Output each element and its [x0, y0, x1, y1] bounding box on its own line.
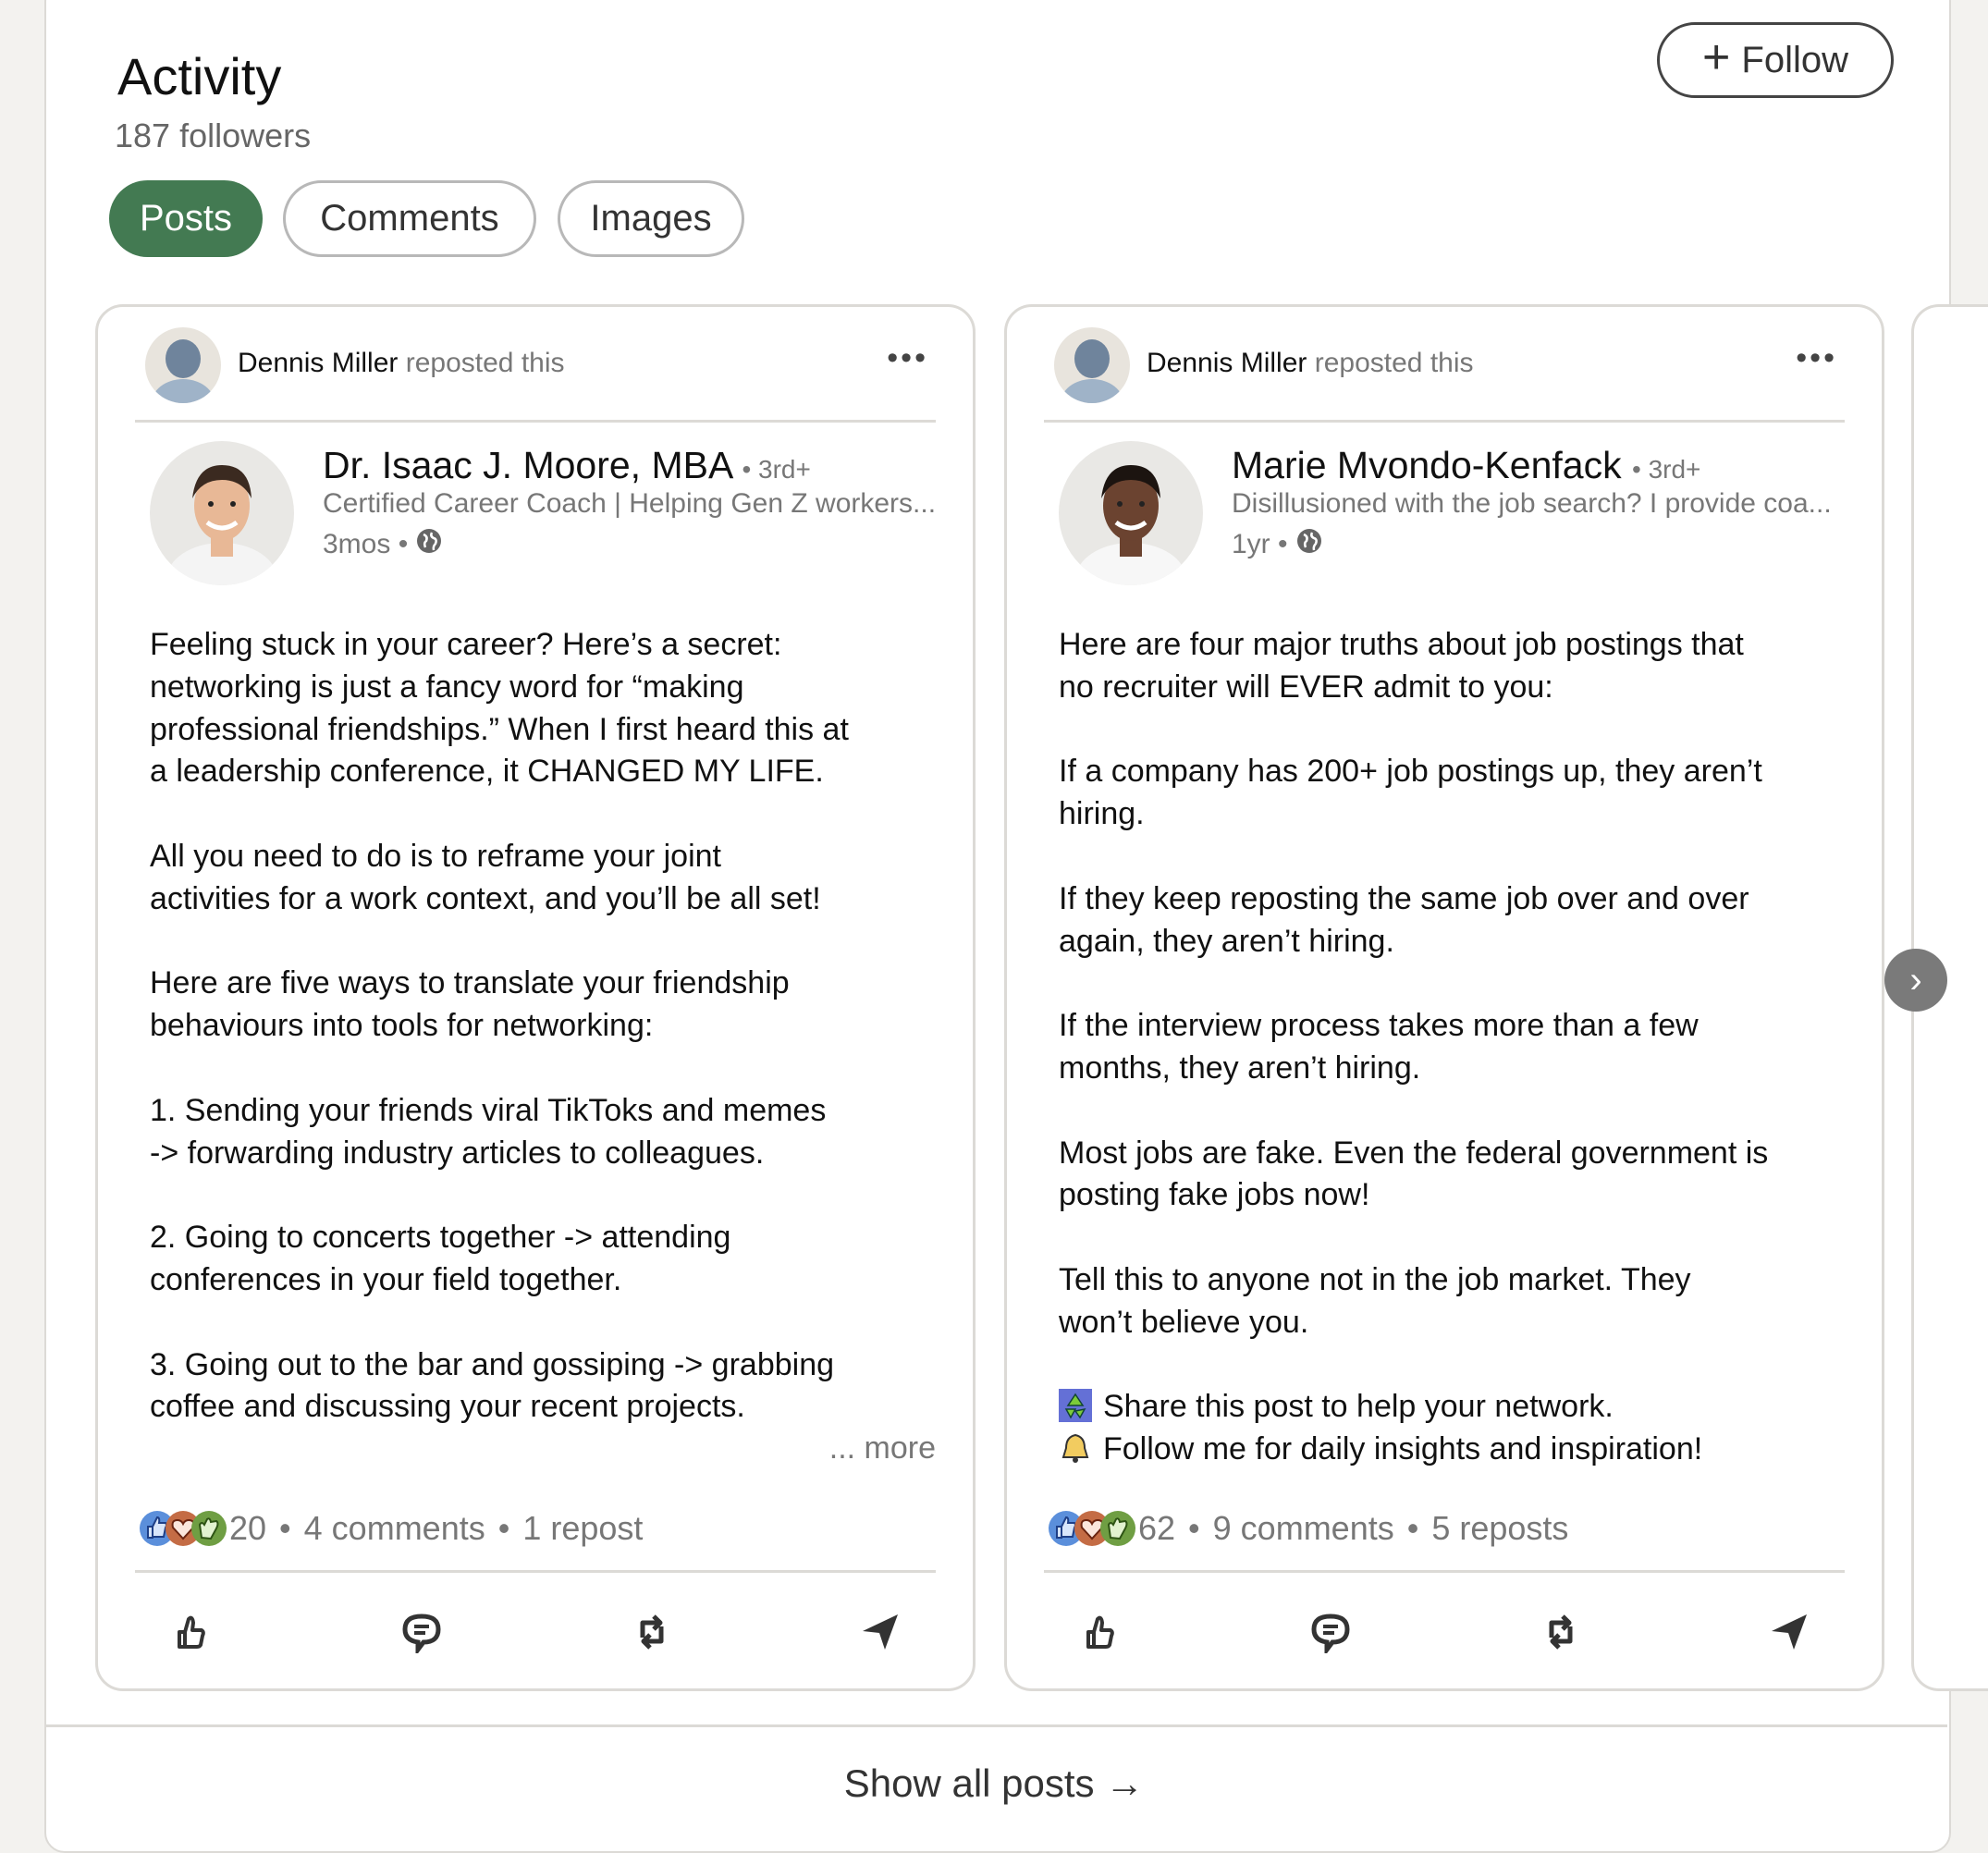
post-paragraph: Tell this to anyone not in the job market. They won’t believe you.	[1059, 1261, 1691, 1340]
like-icon	[172, 1612, 209, 1657]
post-body	[1059, 624, 1863, 1471]
plus-icon: +	[1702, 31, 1731, 84]
repost-icon	[633, 1610, 670, 1659]
reaction-icons[interactable]	[139, 1510, 216, 1547]
repost-button[interactable]	[620, 1601, 684, 1666]
author-avatar[interactable]	[150, 441, 294, 585]
post-paragraph: If they keep reposting the same job over and over again, they aren’t hiring.	[1059, 880, 1749, 959]
like-button[interactable]	[1067, 1601, 1132, 1666]
post-paragraph: If the interview process takes more than a few months, they aren’t hiring.	[1059, 1008, 1699, 1086]
more-options-icon[interactable]: •••	[887, 340, 928, 375]
author-name[interactable]: Dr. Isaac J. Moore, MBA	[323, 444, 732, 486]
reposter-avatar[interactable]	[145, 327, 221, 403]
comment-icon	[399, 1611, 444, 1658]
post-time	[323, 527, 443, 562]
post-card	[95, 304, 976, 1691]
show-all-posts-link[interactable]: Show all posts →	[843, 1761, 1145, 1805]
post-paragraph: Here are four major truths about job postings that no recruiter will EVER admit to you:	[1059, 627, 1744, 705]
post-paragraph: 1. Sending your friends viral TikToks and memes -> forwarding industry articles to colleagues.	[150, 1092, 827, 1171]
send-icon	[1768, 1611, 1810, 1658]
repost-button[interactable]	[1528, 1601, 1593, 1666]
author-name-row	[323, 444, 811, 487]
post-card	[1004, 304, 1884, 1691]
divider	[44, 1724, 1947, 1727]
send-button[interactable]	[848, 1601, 913, 1666]
post-actions	[98, 1601, 973, 1666]
post-stats: 20 • 4 comments • 1 repost	[139, 1509, 643, 1548]
cta-line: Share this post to help your network.	[1059, 1386, 1863, 1429]
author-avatar[interactable]	[1059, 441, 1203, 585]
reposts-count[interactable]: 5 reposts	[1431, 1509, 1569, 1547]
repost-icon	[1542, 1610, 1579, 1659]
post-paragraph: Here are five ways to translate your friendship behaviours into tools for networking:	[150, 965, 790, 1044]
comment-button[interactable]	[1298, 1601, 1363, 1666]
divider	[135, 420, 936, 423]
post-paragraph: Feeling stuck in your career? Here’s a secret: networking is just a fancy word for “making professional friendships.” When I first heard this at a leadership conference, it CHANGED MY LIFE.	[150, 627, 849, 790]
post-body	[150, 624, 954, 1471]
send-icon	[859, 1611, 902, 1658]
globe-icon	[1295, 527, 1323, 562]
globe-icon	[415, 527, 443, 562]
reaction-count[interactable]: 20	[229, 1509, 267, 1547]
celebrate-reaction-icon	[190, 1510, 227, 1547]
reaction-count[interactable]: 62	[1138, 1509, 1176, 1547]
comments-count[interactable]: 9 comments	[1212, 1509, 1394, 1547]
time-text: 1yr •	[1232, 529, 1288, 559]
post-paragraph: 2. Going to concerts together -> attending conferences in your field together.	[150, 1220, 731, 1297]
more-options-icon[interactable]: •••	[1796, 340, 1837, 375]
comment-button[interactable]	[389, 1601, 454, 1666]
repost-text: reposted this	[405, 348, 565, 378]
cta-line: Follow me for daily insights and inspiration!	[1059, 1429, 1863, 1471]
section-title: Activity	[117, 47, 282, 105]
tab-images[interactable]: Images	[558, 180, 744, 257]
connection-degree: • 3rd+	[1631, 455, 1701, 484]
recycle-icon	[1059, 1389, 1092, 1422]
reposter-name[interactable]: Dennis Miller	[1147, 348, 1307, 378]
post-actions	[1007, 1601, 1882, 1666]
author-headline: Certified Career Coach | Helping Gen Z workers...	[323, 488, 937, 519]
time-text: 3mos •	[323, 529, 409, 559]
comments-count[interactable]: 4 comments	[303, 1509, 485, 1547]
like-button[interactable]	[158, 1601, 223, 1666]
follow-button[interactable]	[1657, 22, 1894, 98]
celebrate-reaction-icon	[1099, 1510, 1136, 1547]
post-paragraph: Most jobs are fake. Even the federal government is posting fake jobs now!	[1059, 1135, 1769, 1213]
bell-icon	[1059, 1431, 1092, 1465]
divider	[135, 1570, 936, 1573]
repost-text: reposted this	[1314, 348, 1474, 378]
comment-icon	[1308, 1611, 1353, 1658]
like-icon	[1081, 1612, 1118, 1657]
post-paragraph: All you need to do is to reframe your joint activities for a work context, and you’ll be all set!	[150, 838, 821, 916]
post-paragraph: 3. Going out to the bar and gossiping -> grabbing coffee and discussing your recent projects.	[150, 1346, 835, 1425]
tab-posts[interactable]: Posts	[109, 180, 263, 257]
divider	[1044, 420, 1845, 423]
post-time	[1232, 527, 1323, 562]
post-stats: 62 • 9 comments • 5 reposts	[1048, 1509, 1568, 1548]
send-button[interactable]	[1757, 1601, 1822, 1666]
connection-degree: • 3rd+	[742, 455, 811, 484]
reposts-count[interactable]: 1 repost	[522, 1509, 644, 1547]
reaction-icons[interactable]	[1048, 1510, 1125, 1547]
author-name-row	[1232, 444, 1700, 487]
repost-header	[1147, 348, 1474, 379]
see-more-link[interactable]: ... more	[828, 1430, 936, 1466]
tab-comments[interactable]: Comments	[283, 180, 536, 257]
divider	[1044, 1570, 1845, 1573]
next-arrow-button[interactable]	[1884, 949, 1947, 1012]
post-paragraph: If a company has 200+ job postings up, they aren’t hiring.	[1059, 754, 1762, 832]
chevron-right-icon: ›	[1909, 959, 1922, 1000]
repost-header	[238, 348, 565, 379]
author-headline: Disillusioned with the job search? I provide coa...	[1232, 488, 1832, 519]
author-name[interactable]: Marie Mvondo-Kenfack	[1232, 444, 1622, 486]
followers-count: 187 followers	[115, 117, 312, 154]
reposter-name[interactable]: Dennis Miller	[238, 348, 399, 378]
reposter-avatar[interactable]	[1054, 327, 1130, 403]
follow-label: Follow	[1741, 39, 1848, 80]
